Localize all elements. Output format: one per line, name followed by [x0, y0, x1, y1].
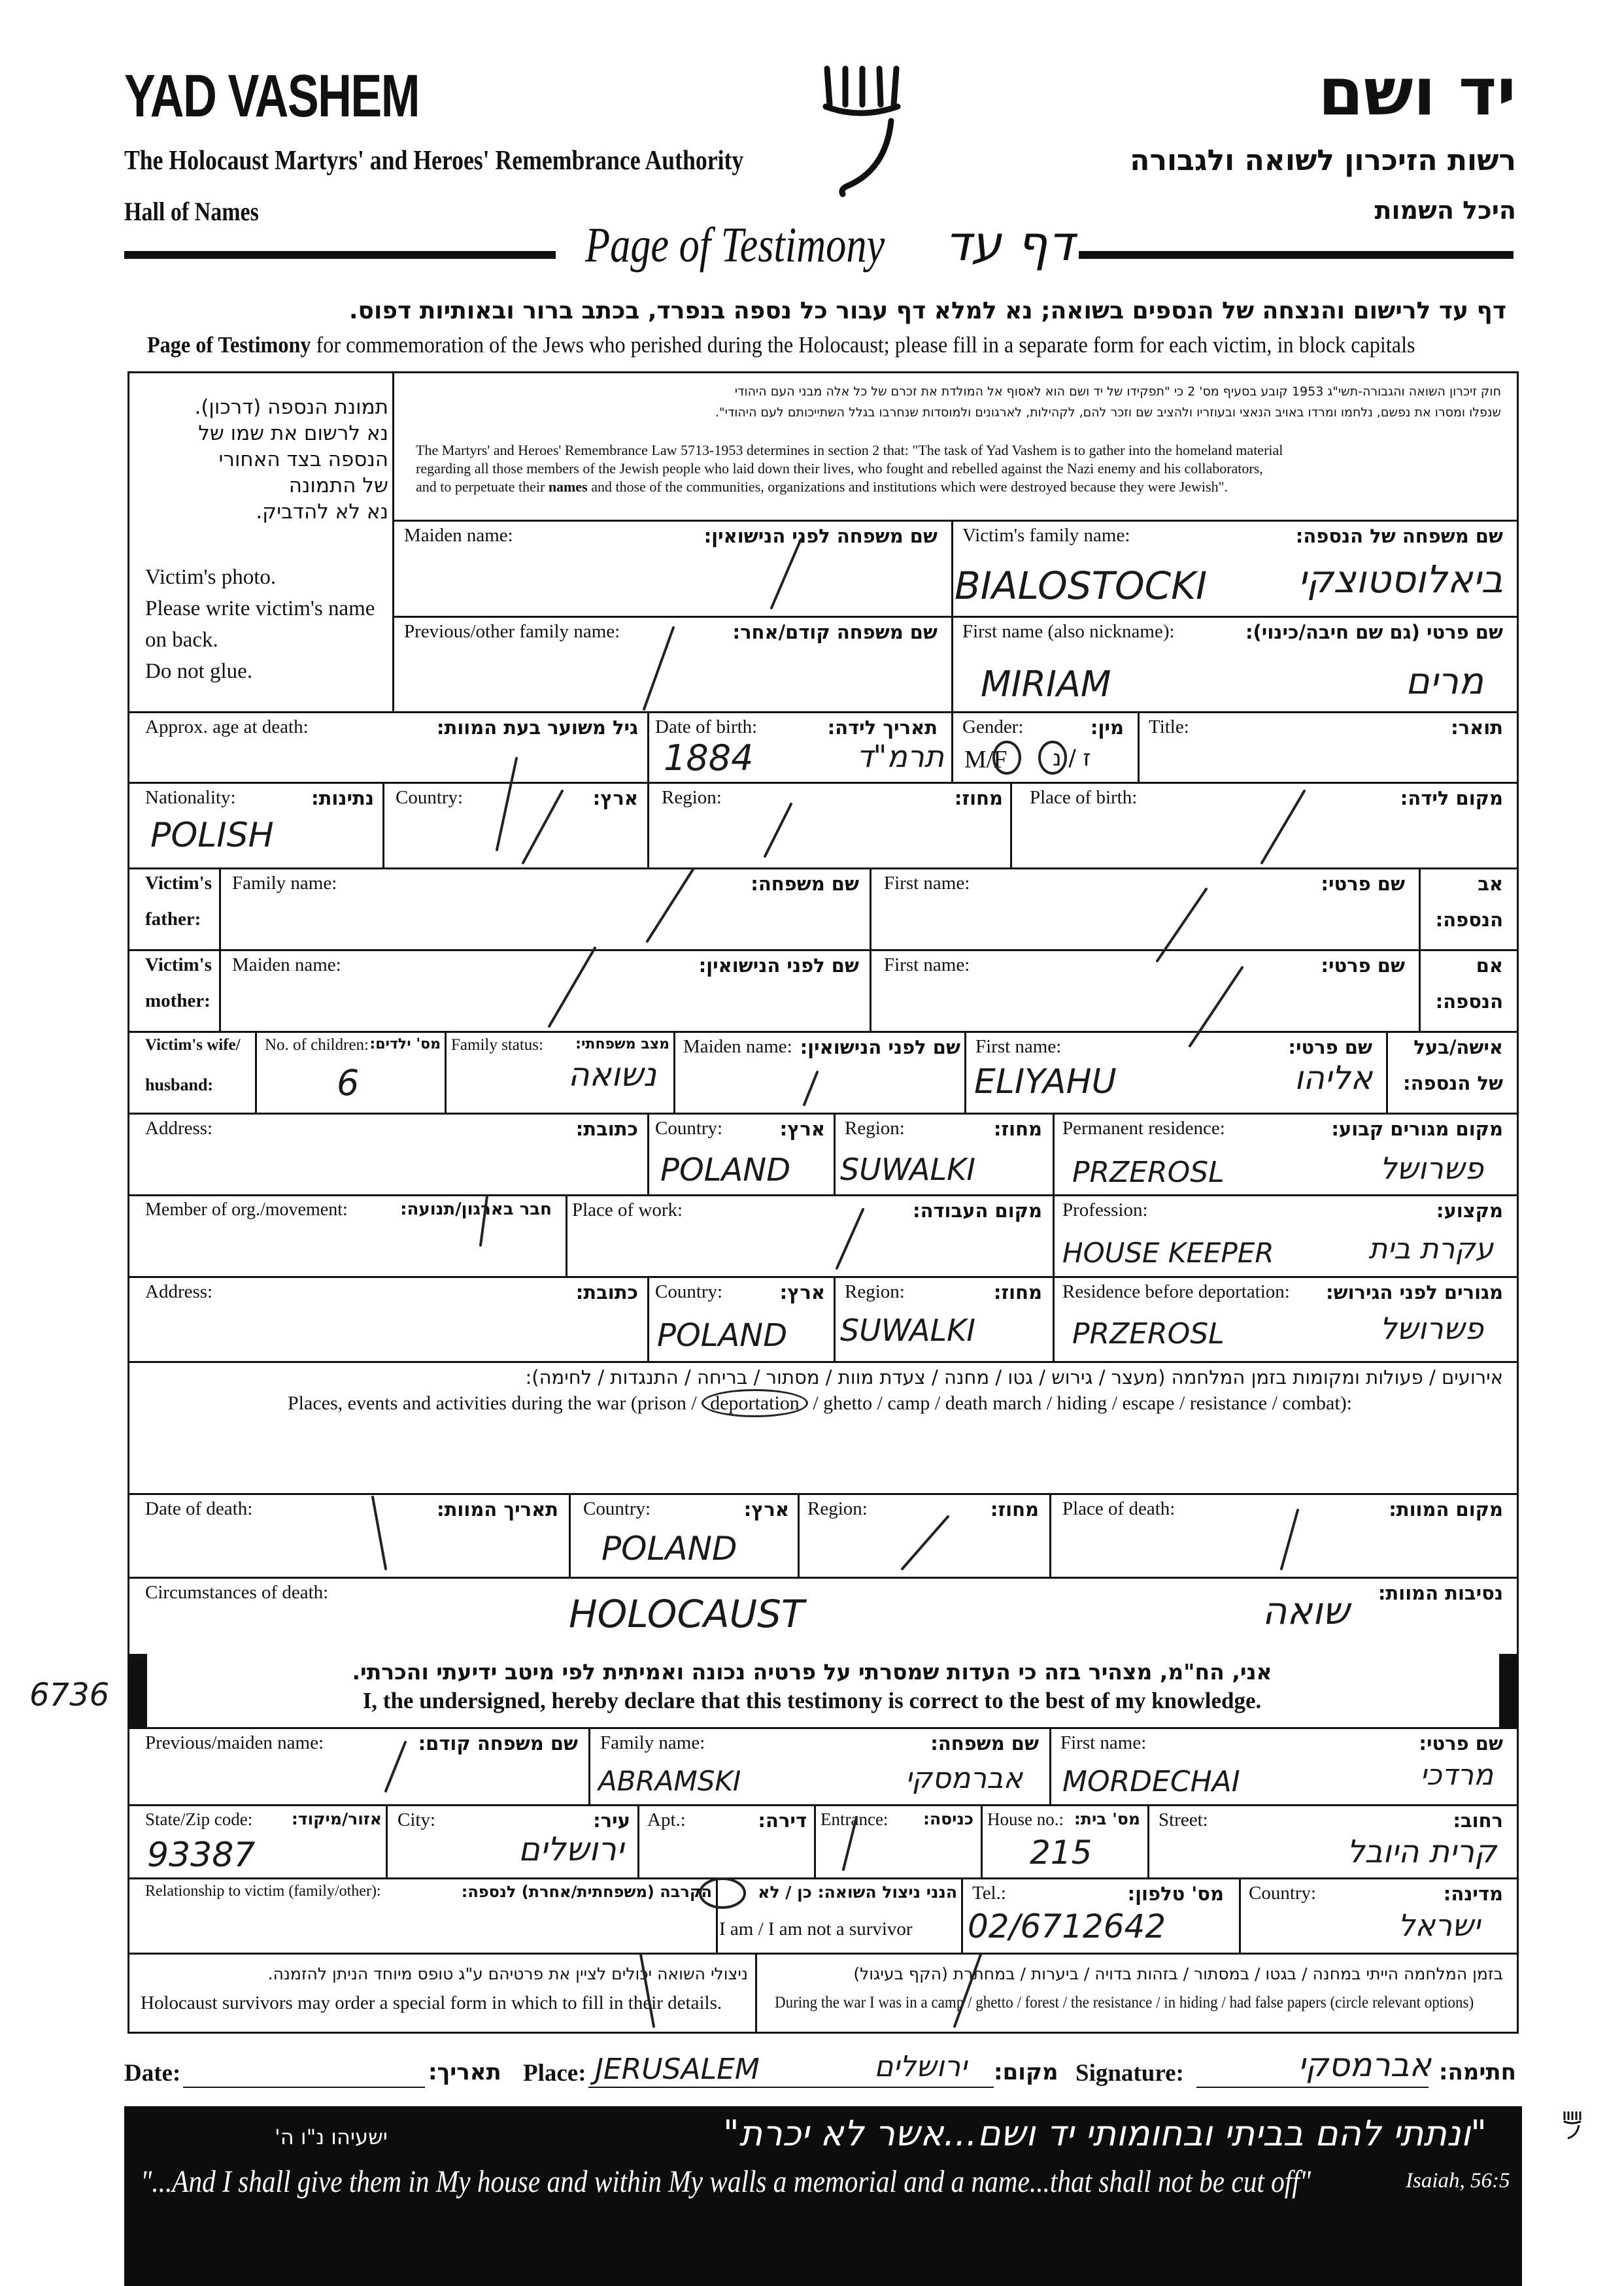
country-label-he: ארץ:: [592, 787, 638, 809]
spouse-first-value-he: אליהו: [1294, 1059, 1372, 1097]
sub-family-label-he: שם משפחה:: [930, 1732, 1039, 1755]
street-label: Street:: [1159, 1809, 1208, 1830]
sub-prev-label: Previous/maiden name:: [145, 1732, 324, 1753]
date-label: Date:: [124, 2060, 181, 2087]
death-place-label-he: מקום המוות:: [1389, 1498, 1503, 1521]
mother-maiden-label: Maiden name:: [232, 954, 341, 975]
survivor-label-en: I am / I am not a survivor: [719, 1919, 913, 1940]
gender-options-he: ז / נ: [1053, 745, 1091, 771]
zip-label: State/Zip code:: [145, 1809, 253, 1829]
photo-he-2: נא לרשום את שמו של: [198, 422, 388, 445]
perm-res-label: Permanent residence:: [1062, 1118, 1225, 1139]
hall-of-names-he: היכל השמות: [1374, 196, 1516, 225]
family-status-label: Family status:: [451, 1036, 543, 1054]
apt-label-he: דירה:: [758, 1809, 807, 1832]
dep-res-value-he: פשרושל: [1379, 1311, 1483, 1346]
photo-en-2: Please write victim's name: [145, 597, 375, 620]
spouse-label-1: Victim's wife/: [145, 1036, 241, 1054]
member-label: Member of org./movement:: [145, 1200, 348, 1220]
photo-he-4: של התמונה: [288, 474, 388, 497]
page-title-he: דף עד: [945, 216, 1074, 272]
house-label: House no.:: [987, 1809, 1064, 1829]
instructions-en-text: for commemoration of the Jews who perished during the Holocaust; please fill in a separate form for each victim, in block capitals: [311, 332, 1415, 358]
dep-res-value-en: PRZEROSL: [1072, 1317, 1225, 1351]
dob-label: Date of birth:: [655, 716, 758, 737]
footer-ref-he: ישעיהו נ"ו ה': [275, 2125, 388, 2149]
survivor-note-en: Holocaust survivors may order a special form in which to fill in their details.: [141, 1992, 722, 2013]
family-name-label: Victim's family name:: [962, 525, 1130, 546]
street-value-he: קרית היובל: [1347, 1834, 1497, 1870]
org-subtitle-he: רשות הזיכרון לשואה ולגבורה: [1130, 144, 1516, 177]
address-label: Address:: [145, 1118, 213, 1139]
circ-value-en: HOLOCAUST: [569, 1592, 805, 1636]
spouse-label-he-1: אישה/בעל: [1413, 1036, 1503, 1058]
first-name-value-he: מרים: [1405, 660, 1483, 703]
sub-country-value-he: ישראל: [1398, 1908, 1480, 1943]
dep-country-value: POLAND: [657, 1317, 788, 1354]
res-region-label-he: מחוז:: [993, 1118, 1042, 1140]
country-label: Country:: [396, 787, 464, 808]
margin-note: 6736: [29, 1677, 110, 1713]
entrance-label: Entrance:: [820, 1809, 888, 1829]
family-status-label-he: מצב משפחתי:: [575, 1036, 669, 1052]
father-first-label: First name:: [884, 873, 970, 894]
nationality-label: Nationality:: [145, 787, 236, 808]
profession-label-he: מקצוע:: [1436, 1200, 1503, 1222]
workplace-label: Place of work:: [572, 1200, 683, 1220]
photo-en-4: Do not glue.: [145, 660, 253, 683]
father-family-label: Family name:: [232, 873, 337, 894]
children-value: 6: [337, 1062, 360, 1103]
mother-first-label: First name:: [884, 954, 970, 975]
death-country-label-he: ארץ:: [743, 1498, 789, 1521]
zip-label-he: אזור/מיקוד:: [291, 1809, 382, 1828]
prev-name-label: Previous/other family name:: [404, 621, 620, 642]
sub-family-label: Family name:: [600, 1732, 705, 1753]
death-date-label-he: תאריך המוות:: [437, 1498, 558, 1521]
father-family-label-he: שם משפחה:: [751, 873, 859, 895]
apt-label: Apt.:: [647, 1809, 686, 1830]
nationality-value: POLISH: [150, 816, 274, 855]
city-value-he: ירושלים: [518, 1830, 624, 1868]
spouse-label-2: husband:: [145, 1075, 214, 1094]
profession-value-he: עקרת בית: [1368, 1232, 1493, 1266]
spouse-maiden-label-he: שם לפני הנישואין:: [800, 1036, 960, 1058]
sub-first-label-he: שם פרטי:: [1419, 1732, 1503, 1755]
tel-value: 02/6712642: [968, 1908, 1166, 1945]
pob-label-he: מקום לידה:: [1400, 787, 1503, 809]
sub-family-value-en: ABRAMSKI: [598, 1765, 741, 1797]
footer-quote-he: "ונתתי להם בביתי ובחומותי יד ושם...אשר לא יכרת": [722, 2113, 1487, 2154]
mother-label-2: mother:: [145, 990, 211, 1011]
events-en-1: Places, events and activities during the war (prison /: [288, 1392, 702, 1414]
first-name-value-en: MIRIAM: [981, 664, 1111, 705]
mother-first-label-he: שם פרטי:: [1321, 954, 1405, 977]
place-label: Place:: [523, 2060, 586, 2087]
family-name-value-en: BIALOSTOCKI: [955, 563, 1208, 608]
family-name-label-he: שם משפחה של הנספה:: [1295, 525, 1503, 547]
zip-value: 93387: [147, 1836, 256, 1875]
title-label-he: תואר:: [1451, 716, 1503, 739]
circ-label-he: נסיבות המוות:: [1378, 1582, 1503, 1604]
dep-country-label-he: ארץ:: [779, 1281, 825, 1303]
title-label: Title:: [1149, 716, 1189, 737]
law-en-3a: and to perpetuate their: [416, 479, 549, 495]
perm-res-value-en: PRZEROSL: [1072, 1156, 1225, 1189]
res-region-label: Region:: [845, 1118, 905, 1139]
photo-he-3: הנספה בצד האחורי: [218, 448, 388, 471]
profession-label: Profession:: [1062, 1200, 1148, 1220]
sub-first-label: First name:: [1060, 1732, 1147, 1753]
sub-first-value-en: MORDECHAI: [1062, 1765, 1240, 1798]
house-value: 215: [1030, 1834, 1092, 1872]
circ-label: Circumstances of death:: [145, 1582, 329, 1603]
place-value-he: ירושלים: [874, 2050, 967, 2083]
perm-res-label-he: מקום מגורים קבוע:: [1331, 1118, 1503, 1140]
gender-label-he: מין:: [1090, 716, 1124, 739]
dep-country-label: Country:: [655, 1281, 723, 1302]
gender-options: M/F: [964, 746, 1007, 773]
entrance-label-he: כניסה:: [922, 1809, 973, 1828]
dep-region-label-he: מחוז:: [993, 1281, 1042, 1303]
place-label-he: מקום:: [994, 2059, 1058, 2085]
region-label-he: מחוז:: [954, 787, 1003, 809]
spouse-first-value-en: ELIYAHU: [974, 1062, 1117, 1101]
age-label-he: גיל משוער בעת המוות:: [436, 716, 638, 739]
sub-country-label-he: מדינה:: [1443, 1883, 1503, 1905]
dob-value: 1884: [664, 737, 754, 779]
law-en-2: regarding all those members of the Jewish people who laid down their lives, who fought and rebelled against the Nazi enemy and his collaborators,: [416, 460, 1263, 477]
prev-name-label-he: שם משפחה קודם/אחר:: [732, 621, 938, 643]
mother-label-he-2: הנספה:: [1435, 990, 1503, 1013]
declaration-en: I, the undersigned, hereby declare that this testimony is correct to the best of my knowledge.: [362, 1688, 1262, 1713]
law-en-3b: names: [548, 479, 588, 495]
signature-label-he: חתימה:: [1438, 2059, 1516, 2085]
family-name-value-he: ביאלוסטוצקי: [1298, 557, 1503, 601]
spouse-label-he-2: של הנספה:: [1402, 1072, 1503, 1094]
children-label: No. of children:: [265, 1036, 369, 1054]
tel-label: Tel.:: [972, 1883, 1006, 1904]
dob-label-he: תאריך לידה:: [827, 716, 938, 739]
family-status-value-he: נשואה: [567, 1056, 656, 1094]
photo-he-5: נא לא להדביק.: [256, 500, 388, 524]
events-en-2: / ghetto / camp / death march / hiding / escape / resistance / combat):: [807, 1392, 1353, 1414]
dep-res-label: Residence before deportation:: [1062, 1281, 1290, 1302]
maiden-name-label-he: שם משפחה לפני הנישואין:: [703, 525, 938, 547]
org-name-en: YAD VASHEM: [124, 63, 419, 129]
dep-address-label: Address:: [145, 1281, 213, 1302]
death-place-label: Place of death:: [1062, 1498, 1176, 1519]
perm-res-value-he: פשרושל: [1379, 1151, 1483, 1186]
nationality-label-he: נתינות:: [311, 787, 374, 809]
house-label-he: מס' בית:: [1074, 1809, 1140, 1828]
first-name-label: First name (also nickname):: [962, 621, 1175, 642]
mother-label-he-1: אם: [1476, 954, 1503, 977]
relationship-label-he: הקרבה (משפחתית/אחרת) לנספה:: [461, 1883, 712, 1901]
war-note-he: בזמן המלחמה הייתי במחנה / בגטו / במסתור / בזהות בדויה / ביערות / במחתרת (הקף בעיגול): [853, 1964, 1503, 1983]
maiden-name-label: Maiden name:: [404, 525, 513, 546]
mother-label-1: Victim's: [145, 954, 212, 975]
profession-value-en: HOUSE KEEPER: [1062, 1237, 1274, 1269]
dep-region-value: SUWALKI: [840, 1313, 975, 1348]
sub-family-value-he: אברמסקי: [905, 1762, 1023, 1795]
photo-en-3: on back.: [145, 628, 218, 652]
page-title-en: Page of Testimony: [585, 218, 885, 273]
res-country-label: Country:: [655, 1118, 723, 1139]
father-first-label-he: שם פרטי:: [1321, 873, 1405, 895]
footer-quote-en: "...And I shall give them in My house and within My walls a memorial and a name...that shall not be cut off": [141, 2164, 1311, 2199]
first-name-label-he: שם פרטי (גם שם חיבה/כינוי):: [1245, 621, 1503, 643]
dep-address-label-he: כתובת:: [575, 1281, 638, 1303]
death-date-label: Date of death:: [145, 1498, 253, 1519]
father-label-he-2: הנספה:: [1435, 909, 1503, 931]
death-region-label-he: מחוז:: [990, 1498, 1039, 1521]
address-label-he: כתובת:: [575, 1118, 638, 1140]
mother-maiden-label-he: שם לפני הנישואין:: [698, 954, 859, 977]
region-label: Region:: [662, 787, 722, 808]
events-label-he: אירועים / פעולות ומקומות בזמן המלחמה (מעצר / גירוש / גטו / מחנה / צעדת מוות / מסתור / בריחה / התנגדות / לחימה):: [525, 1366, 1503, 1388]
signature-value: אברמסקי: [1298, 2046, 1431, 2084]
sub-first-value-he: מרדכי: [1420, 1758, 1493, 1792]
org-name-he: יד ושם: [1318, 54, 1516, 130]
relationship-label: Relationship to victim (family/other):: [145, 1883, 381, 1900]
dep-region-label: Region:: [845, 1281, 905, 1302]
survivor-label-he: הנני ניצול השואה: כן / לא: [758, 1883, 957, 1902]
footer-ref-en: Isaiah, 56:5: [1406, 2169, 1510, 2193]
spouse-maiden-label: Maiden name:: [683, 1036, 792, 1057]
dep-res-label-he: מגורים לפני הגירוש:: [1326, 1281, 1503, 1303]
street-label-he: רחוב:: [1453, 1809, 1503, 1832]
declaration-he: אני, הח"מ, מצהיר בזה כי העדות שמסרתי על פרטיה נכונה ואמיתית לפי מיטב ידיעתי והכרתי.: [352, 1659, 1272, 1685]
father-label-2: father:: [145, 909, 201, 930]
res-region-value: SUWALKI: [840, 1152, 975, 1187]
war-note-en: During the war I was in a camp / ghetto / forest / the resistance / in hiding / had false papers (circle relevant options): [775, 1994, 1474, 2011]
sub-country-label: Country:: [1249, 1883, 1317, 1904]
signature-label: Signature:: [1075, 2060, 1184, 2087]
date-label-he: תאריך:: [428, 2059, 501, 2085]
father-label-1: Victim's: [145, 873, 212, 894]
workplace-label-he: מקום העבודה:: [912, 1200, 1042, 1222]
instructions-he: דף עד לרישום והנצחה של הנספים בשואה; נא למלא דף עבור כל נספה בנפרד, בכתב ברור ובאותיות דפוס.: [348, 297, 1506, 324]
sub-prev-label-he: שם משפחה קודם:: [418, 1732, 578, 1755]
circ-value-he: שואה: [1262, 1588, 1349, 1633]
city-label-he: עיר:: [593, 1809, 630, 1832]
res-country-value: POLAND: [660, 1152, 791, 1188]
death-country-value: POLAND: [601, 1530, 737, 1568]
photo-en-1: Victim's photo.: [145, 565, 277, 589]
city-label: City:: [398, 1809, 436, 1830]
tel-label-he: מס' טלפון:: [1127, 1883, 1224, 1905]
children-label-he: מס' ילדים:: [369, 1036, 441, 1052]
events-en-circled: deportation: [702, 1389, 808, 1417]
death-region-label: Region:: [807, 1498, 868, 1519]
gender-label: Gender:: [962, 716, 1024, 737]
spouse-first-label-he: שם פרטי:: [1288, 1036, 1372, 1058]
spouse-first-label: First name:: [975, 1036, 1062, 1057]
death-country-label: Country:: [583, 1498, 651, 1519]
age-label: Approx. age at death:: [145, 716, 309, 737]
org-subtitle-en: The Holocaust Martyrs' and Heroes' Remembrance Authority: [124, 146, 744, 176]
dob-value-he: תרמ"ד: [856, 739, 944, 774]
hall-of-names-en: Hall of Names: [124, 197, 259, 226]
res-country-label-he: ארץ:: [779, 1118, 825, 1140]
photo-he-1: תמונת הנספה (דרכון).: [194, 395, 388, 419]
law-he-2: שנפלו ומסרו את נפשם, נלחמו ומרדו באויב הנאצי ובעוזריו ולהציב שם וזכר להם, לקהילות, לארגונים ולמוסדות שנחרבו בגלל השתייכותם לעם היהודי".: [715, 405, 1501, 420]
survivor-note-he: ניצולי השואה יכולים לציין את פרטיהם ע"ג טופס מיוחד הניתן להזמנה.: [267, 1964, 748, 1983]
place-value-en: JERUSALEM: [595, 2053, 760, 2086]
law-en-3c: and those of the communities, organizations and institutions which were destroyed because they were Jewish".: [587, 479, 1228, 495]
law-en-1: The Martyrs' and Heroes' Remembrance Law 5713-1953 determines in section 2 that: "The task of Yad Vashem is to gather into the homeland material: [416, 442, 1283, 458]
pob-label: Place of birth:: [1030, 787, 1138, 808]
father-label-he-1: אב: [1478, 873, 1503, 895]
member-label-he: חבר בארגון/תנועה:: [400, 1200, 552, 1219]
law-he-1: חוק זיכרון השואה והגבורה-תשי"ג 1953 קובע בסעיף מס' 2 כי "תפקידו של יד ושם הוא לאסוף אל המולדת את זכרם של כל אלה מבני העם היהודי: [734, 384, 1501, 399]
instructions-en-bold: Page of Testimony: [147, 332, 311, 358]
